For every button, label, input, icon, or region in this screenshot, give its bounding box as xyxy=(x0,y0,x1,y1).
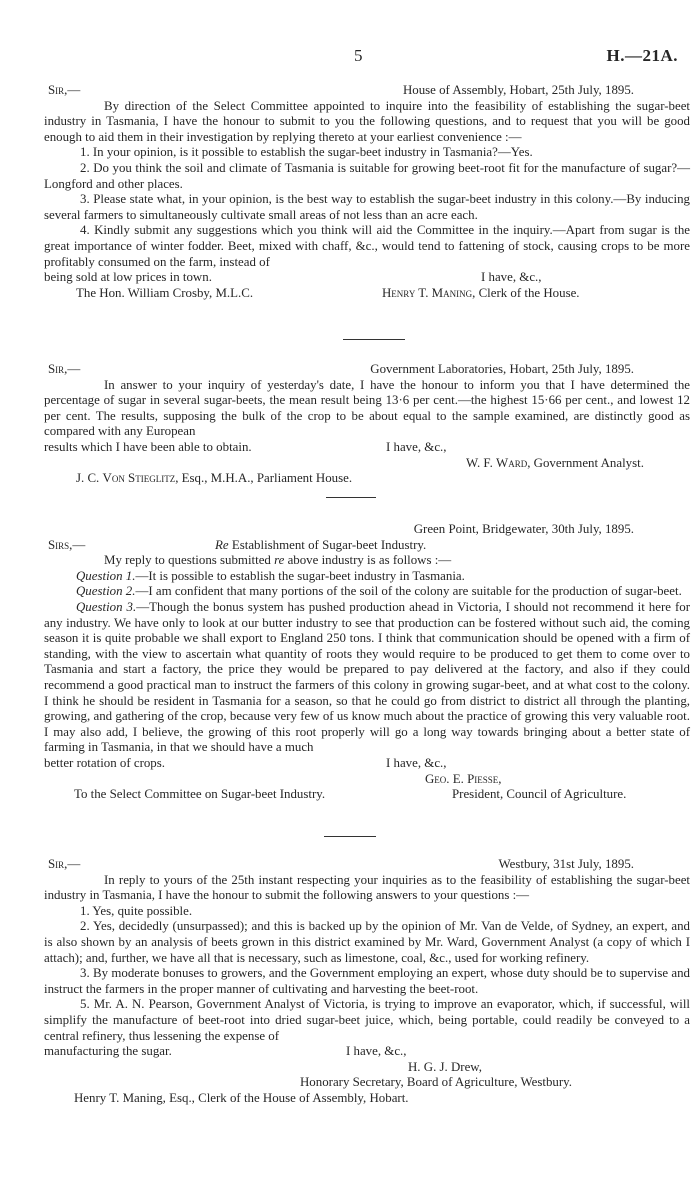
divider xyxy=(343,339,405,340)
addressee: Henry T. Maning, Esq., Clerk of the House of Assembly, Hobart. xyxy=(74,1090,409,1105)
letter-government-laboratories xyxy=(44,362,690,487)
signer-title: President, Council of Agriculture. xyxy=(452,787,627,802)
signer-name: Ward xyxy=(496,455,528,470)
addressee: The Hon. William Crosby, M.L.C. xyxy=(76,285,254,300)
answer-item: 3. By moderate bonuses to growers, and the Government employing an expert, whose duty should be to supervise and instruct the farmers in the proper manner of cultivating and harvesting the beet-root. xyxy=(44,966,690,996)
salutation: Sir,— xyxy=(48,362,81,376)
question-item: 1. In your opinion, is it possible to establish the sugar-beet industry in Tasmania?—Yes. xyxy=(80,145,533,160)
letter-body: By direction of the Select Committee appointed to inquire into the feasibility of establishing the sugar-beet industry in Tasmania, I have the honour to submit to you the following questions, and to request that you will be good enough to aid them in their investigation by replying thereto at your earliest convenience :— xyxy=(44,98,690,144)
intro-line: My reply to questions submitted re above industry is as follows :— xyxy=(104,553,452,568)
place-date: Green Point, Bridgewater, 30th July, 1895. xyxy=(413,522,634,536)
re-word: Re xyxy=(215,537,229,552)
letter-board-of-agriculture xyxy=(44,857,690,1107)
last-line: results which I have been able to obtain. xyxy=(44,439,252,454)
question-item: 4. Kindly submit any suggestions which you think will aid the Committee in the inquiry.—Apart from sugar is the great importance of winter fodder. Beet, mixed with chaff, &c., would tend to fattening of stock, causing crops to be more profitably consumed on the farm, instead of xyxy=(44,223,690,269)
letter-council-of-agriculture: Green Point, Bridgewater, 30th July, 1895. Sirs,— Re Establishment of Sugar-beet Industry. My reply to questions submitted re above industry is as follows :— Question 1.—It is possible to establish the sugar-beet industry in Tasmania. Question 2.—I am confident that many portions of the soil of the colony are suitable for the production of sugar-beet. Question 3.—Though the bonus system has pushed production ahead in Victoria, I should not recommend it here for any industry. We have only to look at our butter industry to see that production can be fostered without such aid, the coming season it is quite probable we shall export to England 250 tons. I think that communication should be opened with a firm of standing, with the view to ascertain what quantity of roots they would require to be produced to get them to come over to Tasmania and start a factory, the price they would be prepared to pay delivered at the factory, and also if they could recommend a good practical man to instruct the farmers of this colony in growing sugar-beet, and at what cost to the colony. I think he should be resident in Tasmania for a season, so that he could go from district to district all through the planting, growing, and gathering of the crop, because very few of us know much about the practice of growing this very valuable root. I may also add, I believe, the growing of this root properly will go a long way towards bringing about a better state of farming in Tasmania, in that we should have a much better rotation of crops. I have, &c., Geo. E. Piesse, To the Select Committee on Sugar-beet Industry. President, Council of Agriculture. xyxy=(44,522,691,802)
page-number: 5 xyxy=(354,46,363,65)
addressee-name: Von Stieglitz xyxy=(102,471,176,486)
divider xyxy=(326,497,376,498)
subject: Establishment of Sugar-beet Industry. xyxy=(231,537,427,552)
letter-house-of-assembly xyxy=(44,83,690,301)
signer: H. G. J. Drew, xyxy=(408,1059,482,1074)
answer-item: 5. Mr. A. N. Pearson, Government Analyst of Victoria, is trying to improve an evaporator, which, if successful, will simplify the manufacture of beet-root into dried sugar-beet juice, which, being portable, could readily be conveyed to a central refinery, thus lessening the expense of xyxy=(44,997,690,1043)
question-1: Question 1.—It is possible to establish the sugar-beet industry in Tasmania. xyxy=(76,568,465,583)
signer-title: , Government Analyst. xyxy=(527,455,644,470)
closing: I have, &c., xyxy=(386,755,447,770)
closing: I have, &c., xyxy=(481,270,542,285)
page-header xyxy=(0,46,700,66)
signer-name: Geo. E. Piesse xyxy=(425,771,499,786)
question-item: 3. Please state what, in your opinion, is the best way to establish the sugar-beet industry in this colony.—By inducing several farmers to simultaneously cultivate small areas of not less than an acre each. xyxy=(44,192,690,222)
answer-item: 1. Yes, quite possible. xyxy=(80,903,193,918)
place-date: Westbury, 31st July, 1895. xyxy=(498,857,634,871)
answer-item: 2. Yes, decidedly (unsurpassed); and this is backed up by the opinion of Mr. Van de Velde, of Sydney, an expert, and is also shown by an analysis of beets grown in this district examined by Mr. Ward, Government Analyst (a copy of which I attach); and, further, we have all that is necessary, such as limestone, coal, &c., used for working refinery. xyxy=(44,919,690,965)
closing: I have, &c., xyxy=(386,439,447,454)
last-line: being sold at low prices in town. xyxy=(44,270,212,285)
closing: I have, &c., xyxy=(346,1044,407,1059)
question-2: Question 2.—I am confident that many portions of the soil of the colony are suitable for the production of sugar-beet. xyxy=(76,584,682,599)
question-item: 2. Do you think the soil and climate of Tasmania is suitable for growing beet-root fit for the manufacture of sugar?—Longford and other places. xyxy=(44,160,690,191)
addressee-rest: , Esq., M.H.A., Parliament House. xyxy=(175,471,353,486)
question-3: Question 3.—Though the bonus system has pushed production ahead in Victoria, I should not recommend it here for any industry. We have only to look at our butter industry to see that production can be fostered without such aid, the coming season it is quite probable we shall export to England 250 tons. I think that communication should be opened with a firm of standing, with the view to ascertain what quantity of roots they would require to be produced to get them to come over to Tasmania and start a factory, the price they would be prepared to pay delivered at the factory, and also if they could recommend a good practical man to instruct the farmers of this colony in growing sugar-beet, and at what cost to the colony. I think he should be resident in Tasmania for a season, so that he could go from district to district all through the planting, growing, and gathering of the crop, because very few of us know much about the practice of growing this very valuable root. I may also add, I believe, the growing of this root properly will go a long way towards bringing about a better state of farming in Tasmania, in that we should have a much xyxy=(44,599,691,755)
signer-initials: W. F. xyxy=(466,455,493,470)
document-reference: H.—21A. xyxy=(606,46,678,65)
addressee: To the Select Committee on Sugar-beet Industry. xyxy=(74,787,326,802)
place-date: Government Laboratories, Hobart, 25th July, 1895. xyxy=(370,362,634,376)
signer-name: Henry T. Maning xyxy=(382,285,473,300)
addressee-initials: J. C. xyxy=(76,471,100,486)
signer-title: , Clerk of the House. xyxy=(472,285,580,300)
salutation: Sir,— xyxy=(48,857,81,871)
salutation: Sirs,— xyxy=(48,537,86,552)
place-date: House of Assembly, Hobart, 25th July, 1895. xyxy=(402,83,634,97)
letter-body: In answer to your inquiry of yesterday's date, I have the honour to inform you that I have determined the percentage of sugar in several sugar-beets, the mean result being 13·6 per cent.—the highest 15·66 per cent., and lowest 12 per cent. The results, supposing the bulk of the crop to be about equal to the sample examined, are distinctly good as compared with any European xyxy=(44,377,690,439)
signer-title: Honorary Secretary, Board of Agriculture, Westbury. xyxy=(300,1075,572,1090)
divider xyxy=(324,836,376,837)
letter-body: In reply to yours of the 25th instant respecting your inquiries as to the feasibility of establishing the sugar-beet industry in Tasmania, I have the honour to submit the following answers to your questions :— xyxy=(44,872,690,903)
last-line: better rotation of crops. xyxy=(44,755,165,770)
salutation: Sir,— xyxy=(48,83,81,97)
last-line: manufacturing the sugar. xyxy=(44,1044,172,1059)
